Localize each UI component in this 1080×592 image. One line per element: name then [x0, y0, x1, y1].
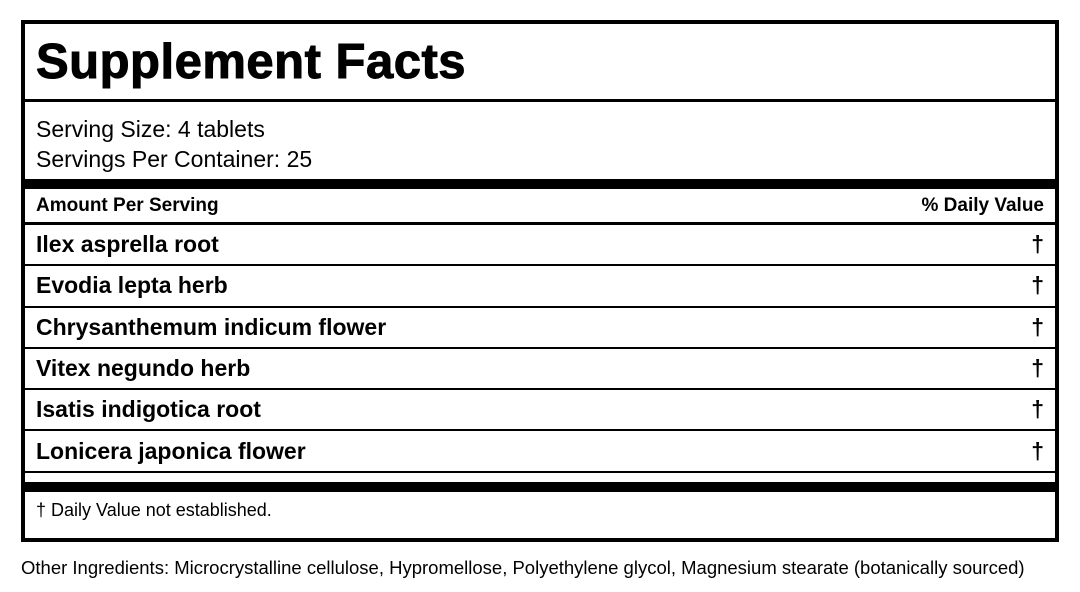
ingredient-name: Vitex negundo herb [36, 355, 251, 382]
daily-value-header: % Daily Value [921, 194, 1044, 216]
other-ingredients: Other Ingredients: Microcrystalline cellulose, Hypromellose, Polyethylene glycol, Magnesium stearate (botanically sourced) [21, 557, 1025, 578]
ingredient-name: Evodia lepta herb [36, 272, 228, 299]
panel-title: Supplement Facts [36, 35, 467, 89]
title-row [25, 24, 1055, 102]
supplement-facts-panel [21, 20, 1059, 542]
ingredient-row [25, 225, 1055, 266]
ingredient-name: Lonicera japonica flower [36, 437, 306, 464]
thick-divider-bottom [25, 482, 1055, 492]
column-header-row [25, 189, 1055, 225]
ingredient-row [25, 308, 1055, 349]
ingredient-name: Ilex asprella root [36, 231, 219, 258]
amount-per-serving-header: Amount Per Serving [36, 194, 219, 216]
ingredient-daily-value: † [1031, 272, 1044, 299]
ingredient-daily-value: † [1031, 355, 1044, 382]
ingredient-row [25, 266, 1055, 307]
ingredient-daily-value: † [1031, 231, 1044, 258]
ingredient-row [25, 431, 1055, 472]
spacer [25, 473, 1055, 482]
servings-per-container: Servings Per Container: 25 [36, 146, 313, 172]
serving-info [25, 102, 1055, 179]
ingredient-row [25, 349, 1055, 390]
ingredient-row [25, 390, 1055, 431]
ingredient-daily-value: † [1031, 313, 1044, 340]
thick-divider [25, 179, 1055, 189]
footnote: † Daily Value not established. [36, 499, 272, 520]
ingredient-daily-value: † [1031, 437, 1044, 464]
ingredient-daily-value: † [1031, 396, 1044, 423]
serving-size: Serving Size: 4 tablets [36, 116, 265, 142]
ingredient-name: Chrysanthemum indicum flower [36, 313, 387, 340]
ingredient-name: Isatis indigotica root [36, 396, 261, 423]
